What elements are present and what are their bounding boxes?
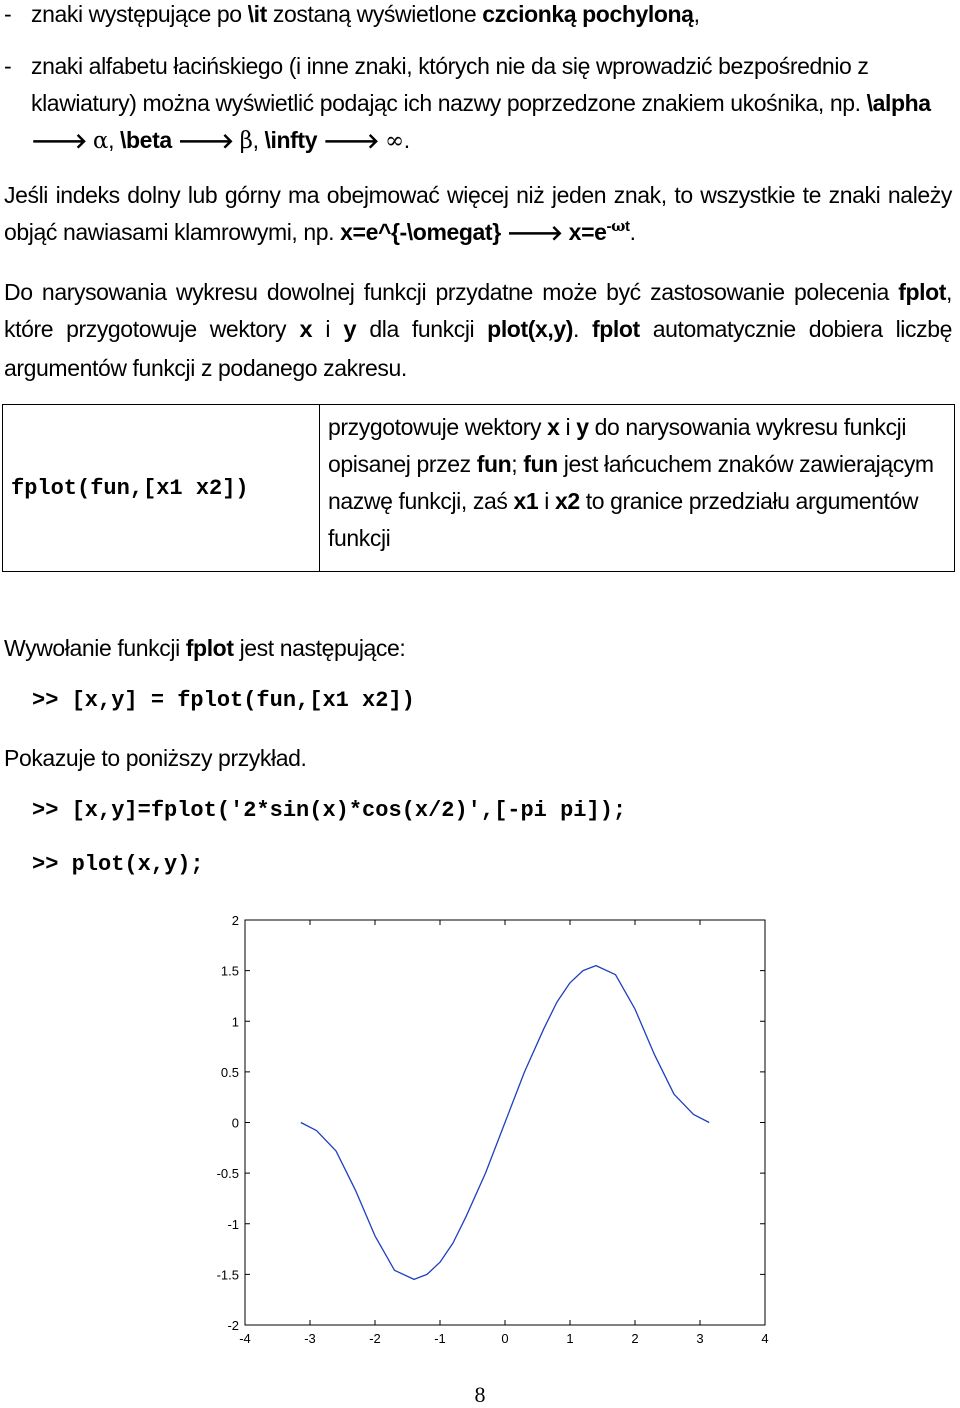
- command-alpha: \alpha: [866, 90, 931, 116]
- x-tick-label: -1: [434, 1331, 446, 1346]
- line-chart: [190, 908, 790, 1358]
- x-tick-label: 0: [501, 1331, 509, 1346]
- table-row: [3, 405, 955, 572]
- bullet-italic: [4, 0, 952, 33]
- x-tick-label: 1: [566, 1331, 574, 1346]
- x-tick-label: -2: [369, 1331, 381, 1346]
- bullet-text: znaki występujące po \it zostaną wyświetlone czcionką pochyloną,: [31, 1, 700, 27]
- bullet-text: znaki alfabetu łacińskiego (i inne znaki, których nie da się wprowadzić bezpośrednio z klawiatury) można wyświetlić podając ich nazwy poprzedzone znakiem ukośnika, np. \alpha 🡒 α, \beta 🡒 β, \infty 🡒 ∞.: [31, 53, 931, 154]
- paragraph-index: Jeśli indeks dolny lub górny ma obejmować więcej niż jeden znak, to wszystkie te znaki należy objąć nawiasami klamrowymi, np. x=e^{-\omegat} 🡒 $x=e^{-\omega t}$.: [4, 182, 952, 245]
- y-tick-label: 1.5: [220, 963, 239, 979]
- bold-phrase: czcionką pochyloną: [482, 1, 694, 27]
- y-tick-label: 2: [231, 913, 239, 928]
- code-line-3: >> plot(x,y);: [32, 852, 204, 877]
- x-tick-label: 2: [631, 1331, 639, 1346]
- x-tick-label: -3: [304, 1331, 316, 1346]
- command-beta: \beta: [120, 127, 172, 153]
- x-tick-label: 3: [696, 1331, 704, 1346]
- series-line: [301, 966, 709, 1280]
- symbol-alpha: α: [92, 128, 109, 154]
- function-signature: fplot(fun,[x1 x2]): [3, 405, 320, 572]
- y-tick-label: -2: [227, 1318, 239, 1333]
- bullet-dash: -: [4, 1, 12, 27]
- function-description: przygotowuje wektory x i y do narysowania wykresu funkcji opisanej przez fun; fun jest łańcuchem znaków zawierającym nazwę funkcji, zaś x1 i x2 to granice przedziału argumentów funkcji: [320, 405, 955, 572]
- paragraph-fplot: Do narysowania wykresu dowolnej funkcji przydatne może być zastosowanie polecenia fplot, które przygotowuje wektory x i y dla funkcji plot(x,y). fplot automatycznie dobiera liczbę argumentów funkcji z podanego zakresu.: [4, 279, 952, 381]
- arrow-right-icon: 🡒: [177, 129, 234, 153]
- x-tick-label: -4: [239, 1331, 251, 1346]
- code-line-1: >> [x,y] = fplot(fun,[x1 x2]): [32, 688, 415, 713]
- code-line-2: >> [x,y]=fplot('2*sin(x)*cos(x/2)',[-pi pi]);: [32, 798, 627, 823]
- symbol-beta: β: [239, 128, 253, 154]
- y-tick-label: -0.5: [216, 1166, 239, 1182]
- y-tick-label: -1.5: [216, 1267, 239, 1283]
- arrow-right-icon: 🡒: [506, 221, 563, 245]
- superscript: -ωt: [606, 217, 630, 235]
- symbol-infty: ∞: [385, 128, 404, 154]
- paragraph-call: Wywołanie funkcji fplot jest następujące:: [4, 635, 406, 661]
- y-tick-label: -1: [227, 1216, 239, 1232]
- code-example: x=e^{-\omegat}: [340, 219, 501, 245]
- command-it: \it: [247, 1, 267, 27]
- y-tick-label: 1: [231, 1014, 239, 1030]
- bullet-greek: [4, 48, 952, 160]
- x-tick-label: 4: [761, 1331, 769, 1346]
- paragraph-example: Pokazuje to poniższy przykład.: [4, 745, 307, 771]
- y-tick-label: 0: [231, 1115, 239, 1131]
- arrow-right-icon: 🡒: [323, 129, 380, 153]
- definition-table: [2, 404, 955, 572]
- page-number: 8: [474, 1382, 486, 1407]
- bullet-dash: -: [4, 53, 12, 79]
- y-tick-label: 0.5: [220, 1064, 239, 1080]
- command-infty: \infty: [264, 127, 318, 153]
- arrow-right-icon: 🡒: [31, 129, 87, 153]
- result-formula: $x=e^{-\omega t}$: [568, 217, 630, 245]
